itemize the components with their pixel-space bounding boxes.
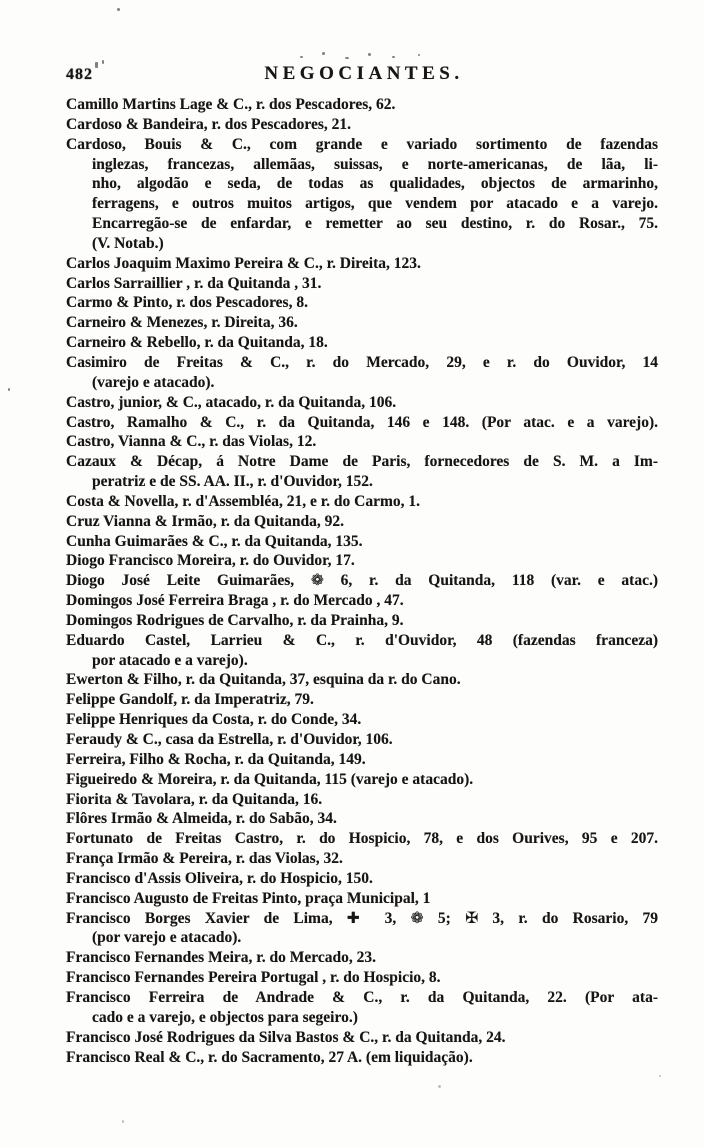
directory-entry [66,948,658,968]
directory-line: Cruz Vianna & Irmão, r. da Quitanda, 92. [66,512,345,530]
directory-entry [66,274,658,294]
directory-line: Feraudy & C., casa da Estrella, r. d'Ouvidor, 106. [66,731,393,748]
directory-line: Felippe Gandolf, r. da Imperatriz, 79. [66,691,314,709]
directory-line: Ferreira, Filho & Rocha, r. da Quitanda, 149. [66,750,366,768]
directory-line: Cazaux & Décap, á Notre Dame de Paris, fornecedores de S. M. a Im- [66,453,658,471]
directory-line: Francisco Augusto de Freitas Pinto, praça Municipal, 1 [66,889,431,907]
directory-line: Carlos Joaquim Maximo Pereira & C., r. Direita, 123. [66,254,421,272]
directory-entry [66,571,658,591]
scan-speck [322,52,325,55]
directory-entry [66,869,658,889]
scan-speck [117,8,120,11]
directory-entry [66,770,658,790]
directory-line: Domingos José Ferreira Braga , r. do Mercado , 47. [66,592,404,610]
directory-line: Castro, Ramalho & C., r. da Quitanda, 146 e 148. (Por atac. e a varejo). [66,413,658,431]
directory-line: Francisco Borges Xavier de Lima, ✚ 3, ❁ 5; ✠ 3, r. do Rosario, 79 [66,909,658,927]
directory-line: ferragens, e outros muitos artigos, que vendem por atacado e a varejo. [92,195,658,213]
scan-speck [368,53,371,56]
directory-entry [66,591,658,611]
directory-entry [66,710,658,730]
directory-entry [66,631,658,671]
directory-line: Francisco Fernandes Pereira Portugal , r. do Hospicio, 8. [66,969,441,987]
directory-line: Costa & Novella, r. d'Assembléa, 21, e r. do Carmo, 1. [66,492,421,510]
directory-line: Camillo Martins Lage & C., r. dos Pescadores, 62. [66,96,396,113]
directory-entry [66,968,658,988]
page-title: NEGOCIANTES. [264,63,464,84]
scan-speck [659,1075,661,1077]
directory-line: Diogo José Leite Guimarães, ❁ 6, r. da Quitanda, 118 (var. e atac.) [66,572,658,590]
directory-line: França Irmão & Pereira, r. das Violas, 32. [66,850,343,868]
scan-speck [392,56,395,58]
directory-entry [66,95,658,115]
directory-line: Francisco Real & C., r. do Sacramento, 27 A. (em liquidação). [66,1048,473,1066]
directory-line: inglezas, francezas, allemãas, suissas, e norte-americanas, de lãa, li- [92,155,658,173]
directory-line: peratriz e de SS. AA. II., r. d'Ouvidor, 152. [92,473,373,491]
directory-line: (varejo e atacado). [92,373,215,391]
directory-entry [66,492,658,512]
directory-entry [66,730,658,750]
directory-line: Domingos Rodrigues de Carvalho, r. da Prainha, 9. [66,611,404,629]
directory-line: Francisco d'Assis Oliveira, r. do Hospicio, 150. [66,869,373,887]
directory-entry [66,512,658,532]
directory-line: Ewerton & Filho, r. da Quitanda, 37, esquina da r. do Cano. [66,671,461,689]
directory-line: Cardoso & Bandeira, r. dos Pescadores, 21. [66,115,352,133]
scan-speck [345,57,349,59]
directory-entry [66,432,658,452]
directory-entry [66,532,658,552]
directory-line: Carneiro & Rebello, r. da Quitanda, 18. [66,334,328,352]
directory-line: Flôres Irmão & Almeida, r. do Sabão, 34. [66,810,337,828]
directory-line: Encarregão-se de enfardar, e remetter ao seu destino, r. do Rosar., 75. [92,215,658,233]
directory-line: Francisco Fernandes Meira, r. do Mercado, 23. [66,949,376,967]
directory-line: Diogo Francisco Moreira, r. do Ouvidor, 17. [66,552,355,570]
directory-line: Castro, junior, & C., atacado, r. da Quitanda, 106. [66,393,397,411]
directory-entry [66,333,658,353]
directory-entry [66,670,658,690]
directory-entry [66,313,658,333]
directory-line: cado e a varejo, e objectos para segeiro.) [92,1008,358,1026]
scan-speck [300,56,303,58]
directory-line: Cardoso, Bouis & C., com grande e variado sortimento de fazendas [66,135,658,153]
scan-speck [418,54,420,56]
directory-entry [66,393,658,413]
directory-line: (por varejo e atacado). [92,929,242,947]
directory-line: Cunha Guimarães & C., r. da Quitanda, 135. [66,532,363,550]
directory-line: Castro, Vianna & C., r. das Violas, 12. [66,433,317,451]
directory-entry [66,809,658,829]
directory-entry [66,909,658,949]
directory-line: Carneiro & Menezes, r. Direita, 36. [66,314,298,332]
directory-entry [66,611,658,631]
directory-entry [66,1048,658,1068]
directory-entry [66,988,658,1028]
page-header [66,63,662,87]
scan-speck [438,1085,441,1088]
directory-line: Carmo & Pinto, r. dos Pescadores, 8. [66,294,308,312]
directory-line: nho, algodão e seda, de todas as qualidades, objectos de armarinho, [92,175,658,193]
directory-entry [66,135,658,254]
directory-entry [66,353,658,393]
directory-entry [66,790,658,810]
scan-speck [122,1120,124,1123]
directory-line: por atacado e a varejo). [92,651,248,669]
directory-entry [66,452,658,492]
directory-entry [66,115,658,135]
scan-speck [95,62,98,68]
directory-entries [66,95,658,1067]
directory-entry [66,690,658,710]
directory-line: Fortunato de Freitas Castro, r. do Hospicio, 78, e dos Ourives, 95 e 207. [66,830,658,848]
directory-line: Fiorita & Tavolara, r. da Quitanda, 16. [66,790,323,808]
directory-entry [66,889,658,909]
directory-entry [66,849,658,869]
directory-entry [66,829,658,849]
directory-entry [66,254,658,274]
directory-entry [66,750,658,770]
directory-line: Felippe Henriques da Costa, r. do Conde, 34. [66,711,362,729]
directory-line: Figueiredo & Moreira, r. da Quitanda, 115 (varejo e atacado). [66,770,474,788]
directory-line: (V. Notab.) [92,234,164,252]
directory-entry [66,413,658,433]
page-number: 482 [66,66,93,83]
scan-speck [8,388,10,391]
directory-entry [66,1028,658,1048]
directory-entry [66,551,658,571]
directory-line: Francisco José Rodrigues da Silva Bastos & C., r. da Quitanda, 24. [66,1028,506,1046]
directory-entry [66,293,658,313]
directory-line: Carlos Sarraillier , r. da Quitanda , 31. [66,274,322,292]
directory-line: Eduardo Castel, Larrieu & C., r. d'Ouvidor, 48 (fazendas franceza) [66,631,658,649]
directory-line: Francisco Ferreira de Andrade & C., r. da Quitanda, 22. (Por ata- [66,988,658,1006]
directory-line: Casimiro de Freitas & C., r. do Mercado, 29, e r. do Ouvidor, 14 [66,353,658,371]
scan-speck [102,60,104,64]
